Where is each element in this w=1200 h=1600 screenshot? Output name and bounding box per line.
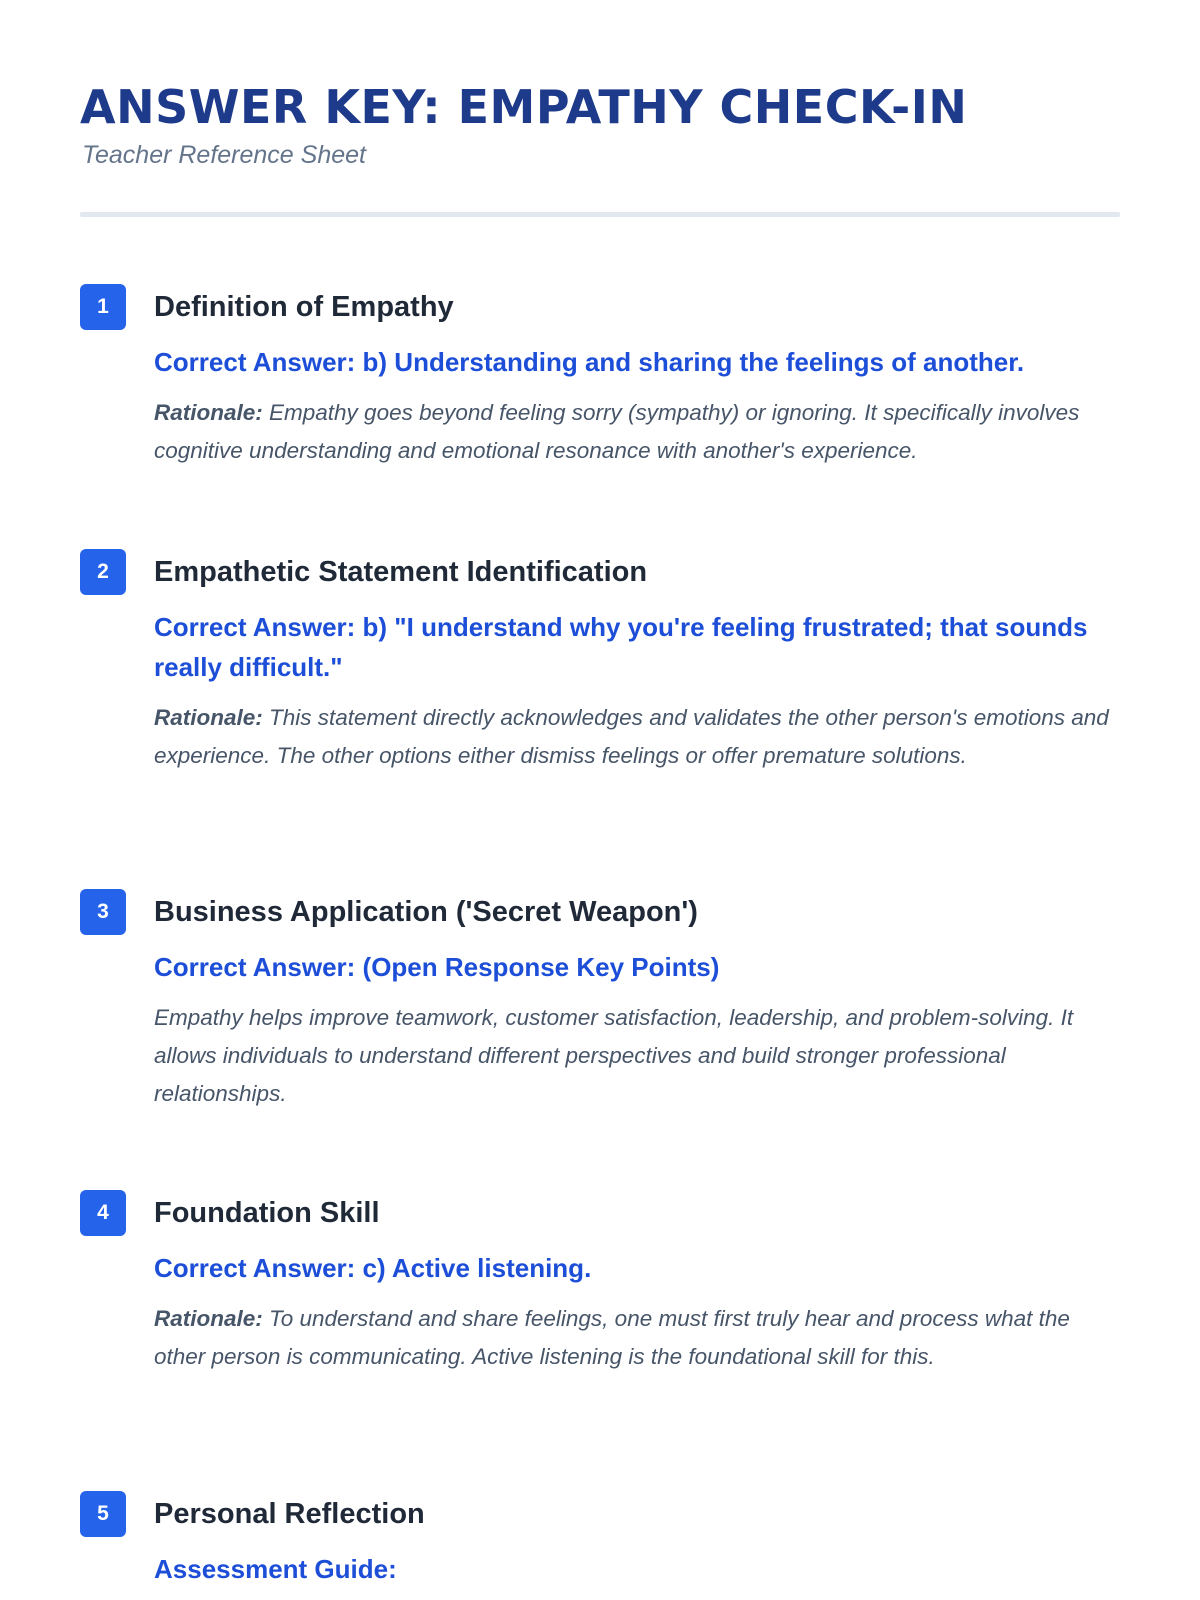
key-points-text: Empathy helps improve teamwork, customer satisfaction, leadership, and problem-solving. It allows individuals to understand different perspectives and build stronger professional relationships. [154,1005,1074,1107]
question-item [80,1491,1120,1589]
rationale [154,699,1120,775]
question-number-badge: 5 [80,1491,126,1537]
rationale-text: Empathy goes beyond feeling sorry (sympathy) or ignoring. It specifically involves cognitive understanding and emotional resonance with another's experience. [154,400,1080,464]
question-number-badge: 3 [80,889,126,935]
answer-key-page [80,80,1120,1589]
question-title: Personal Reflection [154,1498,425,1531]
rationale [154,394,1120,470]
correct-answer: Correct Answer: c) Active listening. [154,1253,592,1284]
question-item [80,284,1120,549]
assessment-guide-heading: Assessment Guide: [154,1554,397,1585]
correct-answer: Correct Answer: b) "I understand why you're feeling frustrated; that sounds really difficult." [154,612,1088,683]
question-item [80,1190,1120,1491]
correct-answer: Correct Answer: b) Understanding and sharing the feelings of another. [154,347,1025,378]
rationale-label: Rationale: [154,1306,263,1332]
question-number-badge: 2 [80,549,126,595]
question-item [80,549,1120,889]
correct-answer: Correct Answer: (Open Response Key Points) [154,952,720,983]
rationale [154,1300,1120,1376]
rationale-label: Rationale: [154,705,263,731]
header-divider [80,212,1120,217]
page-title: ANSWER KEY: EMPATHY CHECK-IN [80,80,968,134]
question-title: Business Application ('Secret Weapon') [154,896,698,929]
rationale-text: This statement directly acknowledges and validates the other person's emotions and experience. The other options either dismiss feelings or offer premature solutions. [154,705,1109,769]
question-title: Empathetic Statement Identification [154,556,648,589]
rationale-label: Rationale: [154,400,263,426]
page-subtitle: Teacher Reference Sheet [82,141,366,170]
question-title: Foundation Skill [154,1197,380,1230]
rationale-text: To understand and share feelings, one must first truly hear and process what the other person is communicating. Active listening is the foundational skill for this. [154,1306,1070,1370]
question-number-badge: 1 [80,284,126,330]
question-list [80,284,1120,1589]
question-item [80,889,1120,1190]
question-title: Definition of Empathy [154,291,454,324]
question-number-badge: 4 [80,1190,126,1236]
